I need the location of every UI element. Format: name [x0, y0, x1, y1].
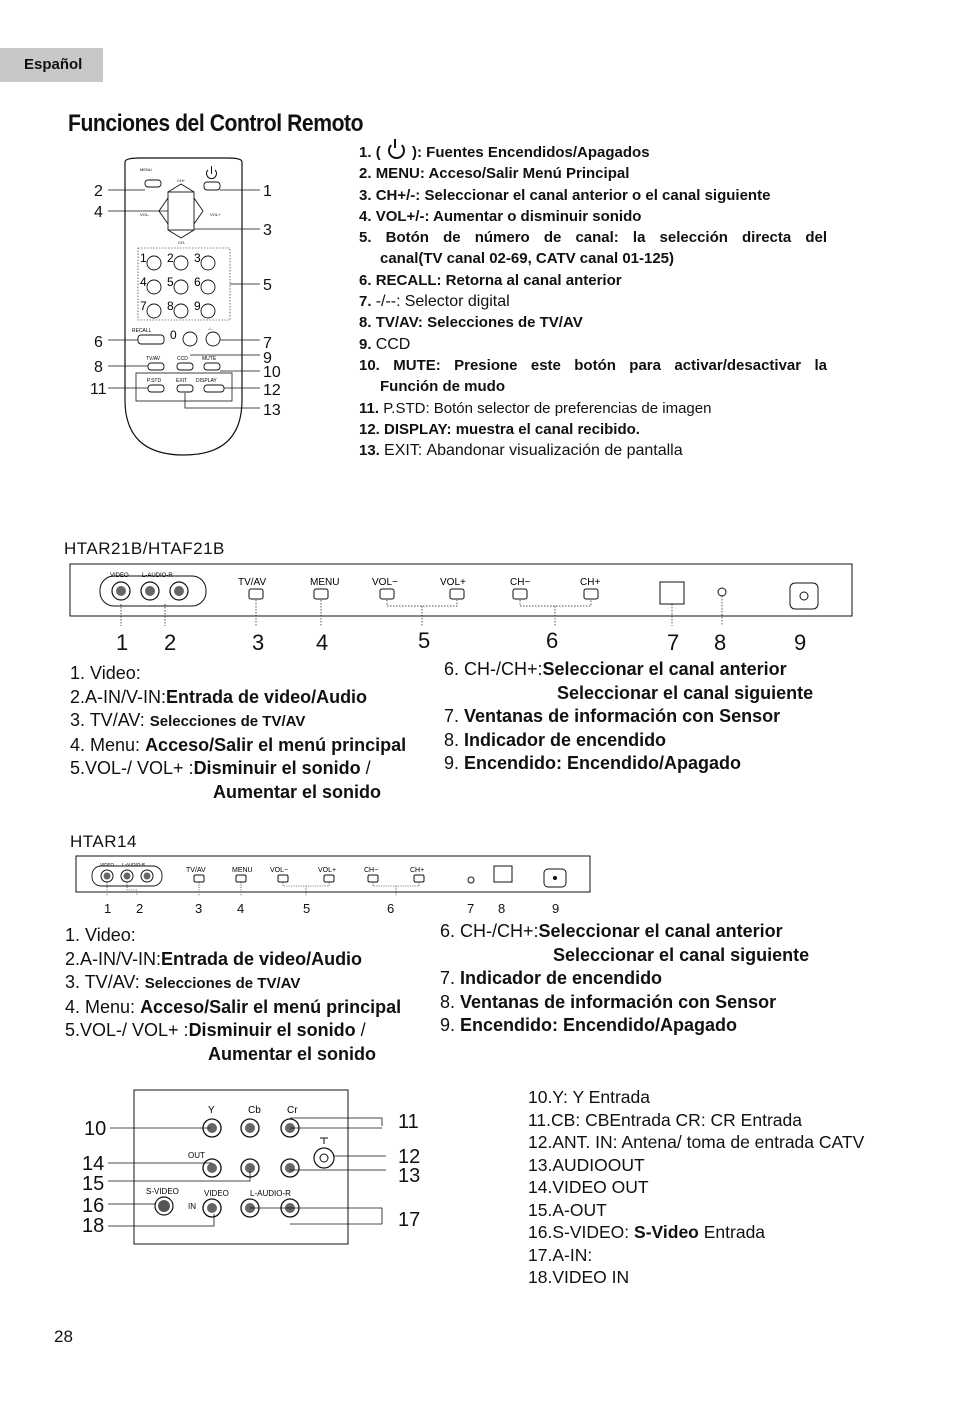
digit-2-button[interactable] [174, 256, 188, 270]
svg-text:8: 8 [498, 901, 506, 916]
front-panel-a-diagram [66, 560, 858, 660]
ch-plus-label: CH+ [177, 178, 186, 183]
power-indicator [468, 877, 474, 883]
digit-3-button[interactable] [201, 256, 215, 270]
rear-item-17: 17.A-IN: [528, 1244, 593, 1265]
svg-text:6: 6 [546, 628, 559, 653]
svideo-jack[interactable] [155, 1197, 173, 1215]
ch-minus-label: CH− [364, 867, 379, 874]
laudio-label: L-AUDIO-R [122, 862, 146, 867]
function-item-4: 4. VOL+/-: Aumentar o disminuir sonido [359, 207, 642, 225]
digit-3: 3 [194, 251, 201, 265]
svg-text:3: 3 [252, 630, 265, 655]
digit-6-button[interactable] [201, 280, 215, 294]
ch-plus-label: CH+ [580, 577, 601, 588]
mute-button[interactable] [204, 363, 220, 370]
rca-jack-center [207, 1163, 217, 1173]
svg-text:7: 7 [667, 630, 680, 655]
panel-a-item-5: 5.VOL-/ VOL+ :Disminuir el sonido / [70, 758, 371, 778]
svg-text:3: 3 [195, 901, 203, 916]
panel-a-model: HTAR21B/HTAF21B [64, 539, 225, 558]
svg-text:16: 16 [82, 1195, 105, 1217]
digit-6: 6 [194, 275, 201, 289]
vol-plus-button[interactable] [324, 875, 334, 882]
ccd-button[interactable] [177, 363, 193, 370]
laudio-label: L-AUDIO-R [142, 573, 173, 579]
rear-panel-list [528, 1086, 948, 1289]
ccd-label: CCD [177, 356, 188, 362]
svg-text:4: 4 [94, 204, 103, 221]
svg-text:17: 17 [398, 1209, 421, 1231]
out-label: OUT [188, 1151, 205, 1160]
recall-button[interactable] [138, 335, 164, 344]
svg-text:8: 8 [94, 359, 103, 376]
rear-item-10: 10.Y: Y Entrada [528, 1087, 650, 1107]
rear-item-12: 12.ANT. IN: Antena/ toma de entrada CATV [528, 1132, 865, 1152]
digit-5: 5 [167, 275, 174, 289]
display-button[interactable] [204, 385, 224, 392]
digit-5-button[interactable] [174, 280, 188, 294]
svg-text:3: 3 [263, 222, 272, 239]
power-button[interactable] [204, 166, 220, 190]
svg-text:1: 1 [116, 630, 129, 655]
pstd-button[interactable] [148, 385, 164, 392]
ch-plus-button[interactable] [414, 875, 424, 882]
sensor-window [660, 582, 684, 604]
panel-b-item-5: 5.VOL-/ VOL+ :Disminuir el sonido / [65, 1020, 366, 1040]
panel-b-item-6-cont: Seleccionar el canal siguiente [553, 944, 810, 965]
panel-b-right-list [440, 920, 850, 1038]
menu-button[interactable] [145, 180, 161, 187]
svg-text:2: 2 [94, 183, 103, 200]
panel-a-item-7: 7. Ventanas de información con Sensor [444, 706, 781, 726]
panel-a-item-6: 6. CH-/CH+:Seleccionar el canal anterior [444, 659, 787, 679]
menu-button[interactable] [236, 875, 246, 882]
svg-text:13: 13 [263, 402, 281, 419]
svideo-label: S-VIDEO [146, 1187, 179, 1196]
power-button[interactable] [790, 583, 818, 609]
function-item-13: 13. EXIT: Abandonar visualización de pantalla [359, 442, 683, 460]
ch-plus-label: CH+ [410, 867, 425, 874]
rear-item-13: 13.AUDIOOUT [528, 1154, 645, 1175]
svg-text:8: 8 [714, 630, 727, 655]
rear-item-15: 15.A-OUT [528, 1199, 607, 1220]
cb-label: Cb [248, 1105, 261, 1116]
sensor-window [494, 866, 512, 882]
rca-jack-center [285, 1163, 295, 1173]
tvav-button[interactable] [148, 363, 164, 370]
rca-jack-center [207, 1203, 217, 1213]
function-item-2: 2. MENU: Acceso/Salir Menú Principal [359, 165, 630, 183]
function-item-10-cont: Función de mudo [380, 378, 505, 396]
vol-plus-label: VOL+ [318, 867, 337, 874]
page-title: Funciones del Control Remoto [68, 110, 364, 137]
svg-text:10: 10 [84, 1118, 107, 1140]
rca-jack-center [245, 1123, 255, 1133]
tvav-label: TV/AV [238, 577, 267, 588]
vol-minus-label: VOL− [270, 867, 289, 874]
panel-a-item-2: 2.A-IN/V-IN:Entrada de video/Audio [70, 686, 368, 707]
recall-label: RECALL [132, 328, 152, 334]
digit-7: 7 [140, 299, 147, 313]
panel-b-left-list [65, 924, 445, 1066]
vol-plus-label: VOL+ [210, 212, 221, 217]
digit-7-button[interactable] [147, 304, 161, 318]
panel-a-item-4: 4. Menu: Acceso/Salir el menú principal [70, 734, 407, 755]
function-item-5: 5. Botón de número de canal: la selección directa del [359, 229, 828, 247]
function-item-6: 6. RECALL: Retorna al canal anterior [359, 271, 622, 289]
function-item-5-cont: canal(TV canal 02-69, CATV canal 01-125) [380, 250, 675, 268]
panel-b-model: HTAR14 [70, 832, 137, 851]
function-item-7: 7. -/--: Selector digital [359, 293, 510, 311]
panel-b-item-2: 2.A-IN/V-IN:Entrada de video/Audio [65, 948, 363, 969]
panel-b-item-8: 8. Ventanas de información con Sensor [440, 991, 777, 1012]
front-jacks[interactable] [101, 870, 153, 882]
front-panel-b-diagram [74, 852, 594, 918]
svg-text:9: 9 [794, 630, 807, 655]
svg-text:6: 6 [387, 901, 395, 916]
digit-8-button[interactable] [174, 304, 188, 318]
digit-9-button[interactable] [201, 304, 215, 318]
mute-label: MUTE [202, 356, 217, 362]
vol-plus-button[interactable] [450, 589, 464, 599]
ch-plus-button[interactable] [584, 589, 598, 599]
svg-text:1: 1 [104, 901, 112, 916]
tvav-button[interactable] [249, 589, 263, 599]
rear-item-14: 14.VIDEO OUT [528, 1177, 649, 1197]
menu-button[interactable] [314, 589, 328, 599]
digit-0: 0 [170, 328, 177, 342]
tvav-label: TV/AV [146, 356, 161, 362]
language-tab: Español [0, 48, 103, 82]
rear-item-18: 18.VIDEO IN [528, 1267, 630, 1287]
function-item-1: 1. ( ): Fuentes Encendidos/Apagados [359, 144, 650, 161]
display-label: DISPLAY [196, 378, 217, 384]
svg-text:2: 2 [136, 901, 144, 916]
digit-1-button[interactable] [147, 256, 161, 270]
panel-a-numbers [116, 628, 806, 655]
video-label: VIDEO [110, 573, 129, 579]
ch-minus-button[interactable] [368, 875, 378, 882]
vol-minus-button[interactable] [380, 589, 394, 599]
dash-button[interactable] [206, 332, 220, 346]
panel-a-item-9: 9. Encendido: Encendido/Apagado [444, 753, 742, 773]
svg-text:7: 7 [467, 901, 475, 916]
svg-text:11: 11 [398, 1111, 419, 1133]
svg-text:4: 4 [316, 630, 329, 655]
menu-label: MENU [140, 167, 152, 172]
digit-8: 8 [167, 299, 174, 313]
exit-button[interactable] [177, 385, 193, 392]
y-label: Y [208, 1105, 215, 1116]
function-item-11: 11. P.STD: Botón selector de preferencias de imagen [359, 399, 712, 417]
panel-b-item-7: 7. Indicador de encendido [440, 968, 663, 988]
rear-panel-diagram [80, 1086, 440, 1250]
panel-b-item-4: 4. Menu: Acceso/Salir el menú principal [65, 996, 402, 1017]
page-number: 28 [54, 1327, 73, 1346]
remote-functions-list [359, 142, 827, 461]
svg-text:7: 7 [263, 335, 272, 352]
function-item-12: 12. DISPLAY: muestra el canal recibido. [359, 420, 640, 438]
svg-text:13: 13 [398, 1165, 421, 1187]
svg-text:5: 5 [418, 628, 431, 653]
svg-text:5: 5 [263, 277, 272, 294]
function-item-9: 9. CCD [359, 335, 411, 353]
digit-4: 4 [140, 275, 147, 289]
power-indicator [718, 588, 726, 596]
callout-lines [108, 190, 260, 408]
menu-label: MENU [310, 577, 340, 588]
panel-a-item-6-cont: Seleccionar el canal siguiente [557, 682, 814, 703]
function-item-10: 10. MUTE: Presione este botón para activar/desactivar la [359, 356, 827, 374]
svg-text:15: 15 [82, 1173, 105, 1195]
ch-minus-button[interactable] [513, 589, 527, 599]
svg-text:9: 9 [263, 350, 272, 367]
panel-a-item-3: 3. TV/AV: Selecciones de TV/AV [70, 710, 306, 730]
remote-control-diagram [80, 150, 290, 470]
ch-minus-label: CH- [178, 240, 186, 245]
svg-text:1: 1 [263, 183, 272, 200]
rear-jacks[interactable] [203, 1119, 299, 1217]
menu-label: MENU [232, 867, 253, 874]
panel-b-item-1: 1. Video: [65, 925, 136, 945]
panel-b-item-9: 9. Encendido: Encendido/Apagado [440, 1015, 738, 1035]
svg-text:2: 2 [164, 630, 177, 655]
keypad-box [138, 248, 230, 320]
svg-text:4: 4 [237, 901, 245, 916]
panel-a-right-list [444, 658, 854, 776]
vol-minus-label: VOL− [372, 577, 398, 588]
svg-text:12: 12 [398, 1146, 421, 1168]
number-keypad[interactable] [140, 251, 215, 318]
laudio-label: L-AUDIO-R [250, 1189, 291, 1198]
front-jacks[interactable] [112, 582, 188, 600]
cr-label: Cr [287, 1105, 298, 1116]
svg-text:9: 9 [552, 901, 560, 916]
function-item-3: 3. CH+/-: Seleccionar el canal anterior o el canal siguiente [359, 186, 771, 204]
svg-text:5: 5 [303, 901, 311, 916]
rear-item-16: 16.S-VIDEO: S-Video Entrada [528, 1222, 766, 1242]
exit-label: EXIT [176, 378, 188, 384]
panel-a-item-8: 8. Indicador de encendido [444, 729, 667, 750]
svg-text:6: 6 [94, 334, 103, 351]
svg-text:11: 11 [90, 381, 107, 398]
vol-minus-label: VOL- [140, 212, 150, 217]
ch-minus-label: CH− [510, 577, 531, 588]
dash-label: -/-- [208, 326, 214, 331]
leader-lines [107, 882, 419, 896]
power-icon [388, 142, 405, 159]
digit-1: 1 [140, 251, 147, 265]
svg-text:14: 14 [82, 1153, 105, 1175]
video-label: VIDEO [100, 862, 115, 867]
video-label: VIDEO [204, 1189, 229, 1198]
svg-text:10: 10 [263, 364, 281, 381]
panel-b-item-5-cont: Aumentar el sonido [208, 1043, 377, 1064]
vol-plus-label: VOL+ [440, 577, 466, 588]
pstd-label: P.STD [147, 378, 162, 384]
vol-minus-button[interactable] [278, 875, 288, 882]
tvav-label: TV/AV [186, 867, 206, 874]
rear-item-11: 11.CB: CBEntrada CR: CR Entrada [528, 1109, 802, 1130]
leader-lines [121, 596, 722, 626]
digit-9: 9 [194, 299, 201, 313]
digit-0-button[interactable] [183, 332, 197, 346]
svg-text:18: 18 [82, 1215, 105, 1237]
panel-b-numbers [104, 901, 559, 916]
in-label: IN [188, 1202, 196, 1211]
svg-text:12: 12 [263, 382, 281, 399]
function-item-8: 8. TV/AV: Selecciones de TV/AV [359, 314, 583, 332]
digit-2: 2 [167, 251, 174, 265]
digit-4-button[interactable] [147, 280, 161, 294]
panel-b-item-6: 6. CH-/CH+:Seleccionar el canal anterior [440, 921, 783, 941]
panel-a-item-5-cont: Aumentar el sonido [213, 781, 382, 802]
panel-b-item-3: 3. TV/AV: Selecciones de TV/AV [65, 972, 301, 992]
antenna-jack[interactable] [314, 1138, 334, 1168]
panel-a-left-list [70, 662, 450, 804]
tvav-button[interactable] [194, 875, 204, 882]
panel-a-item-1: 1. Video: [70, 663, 141, 683]
